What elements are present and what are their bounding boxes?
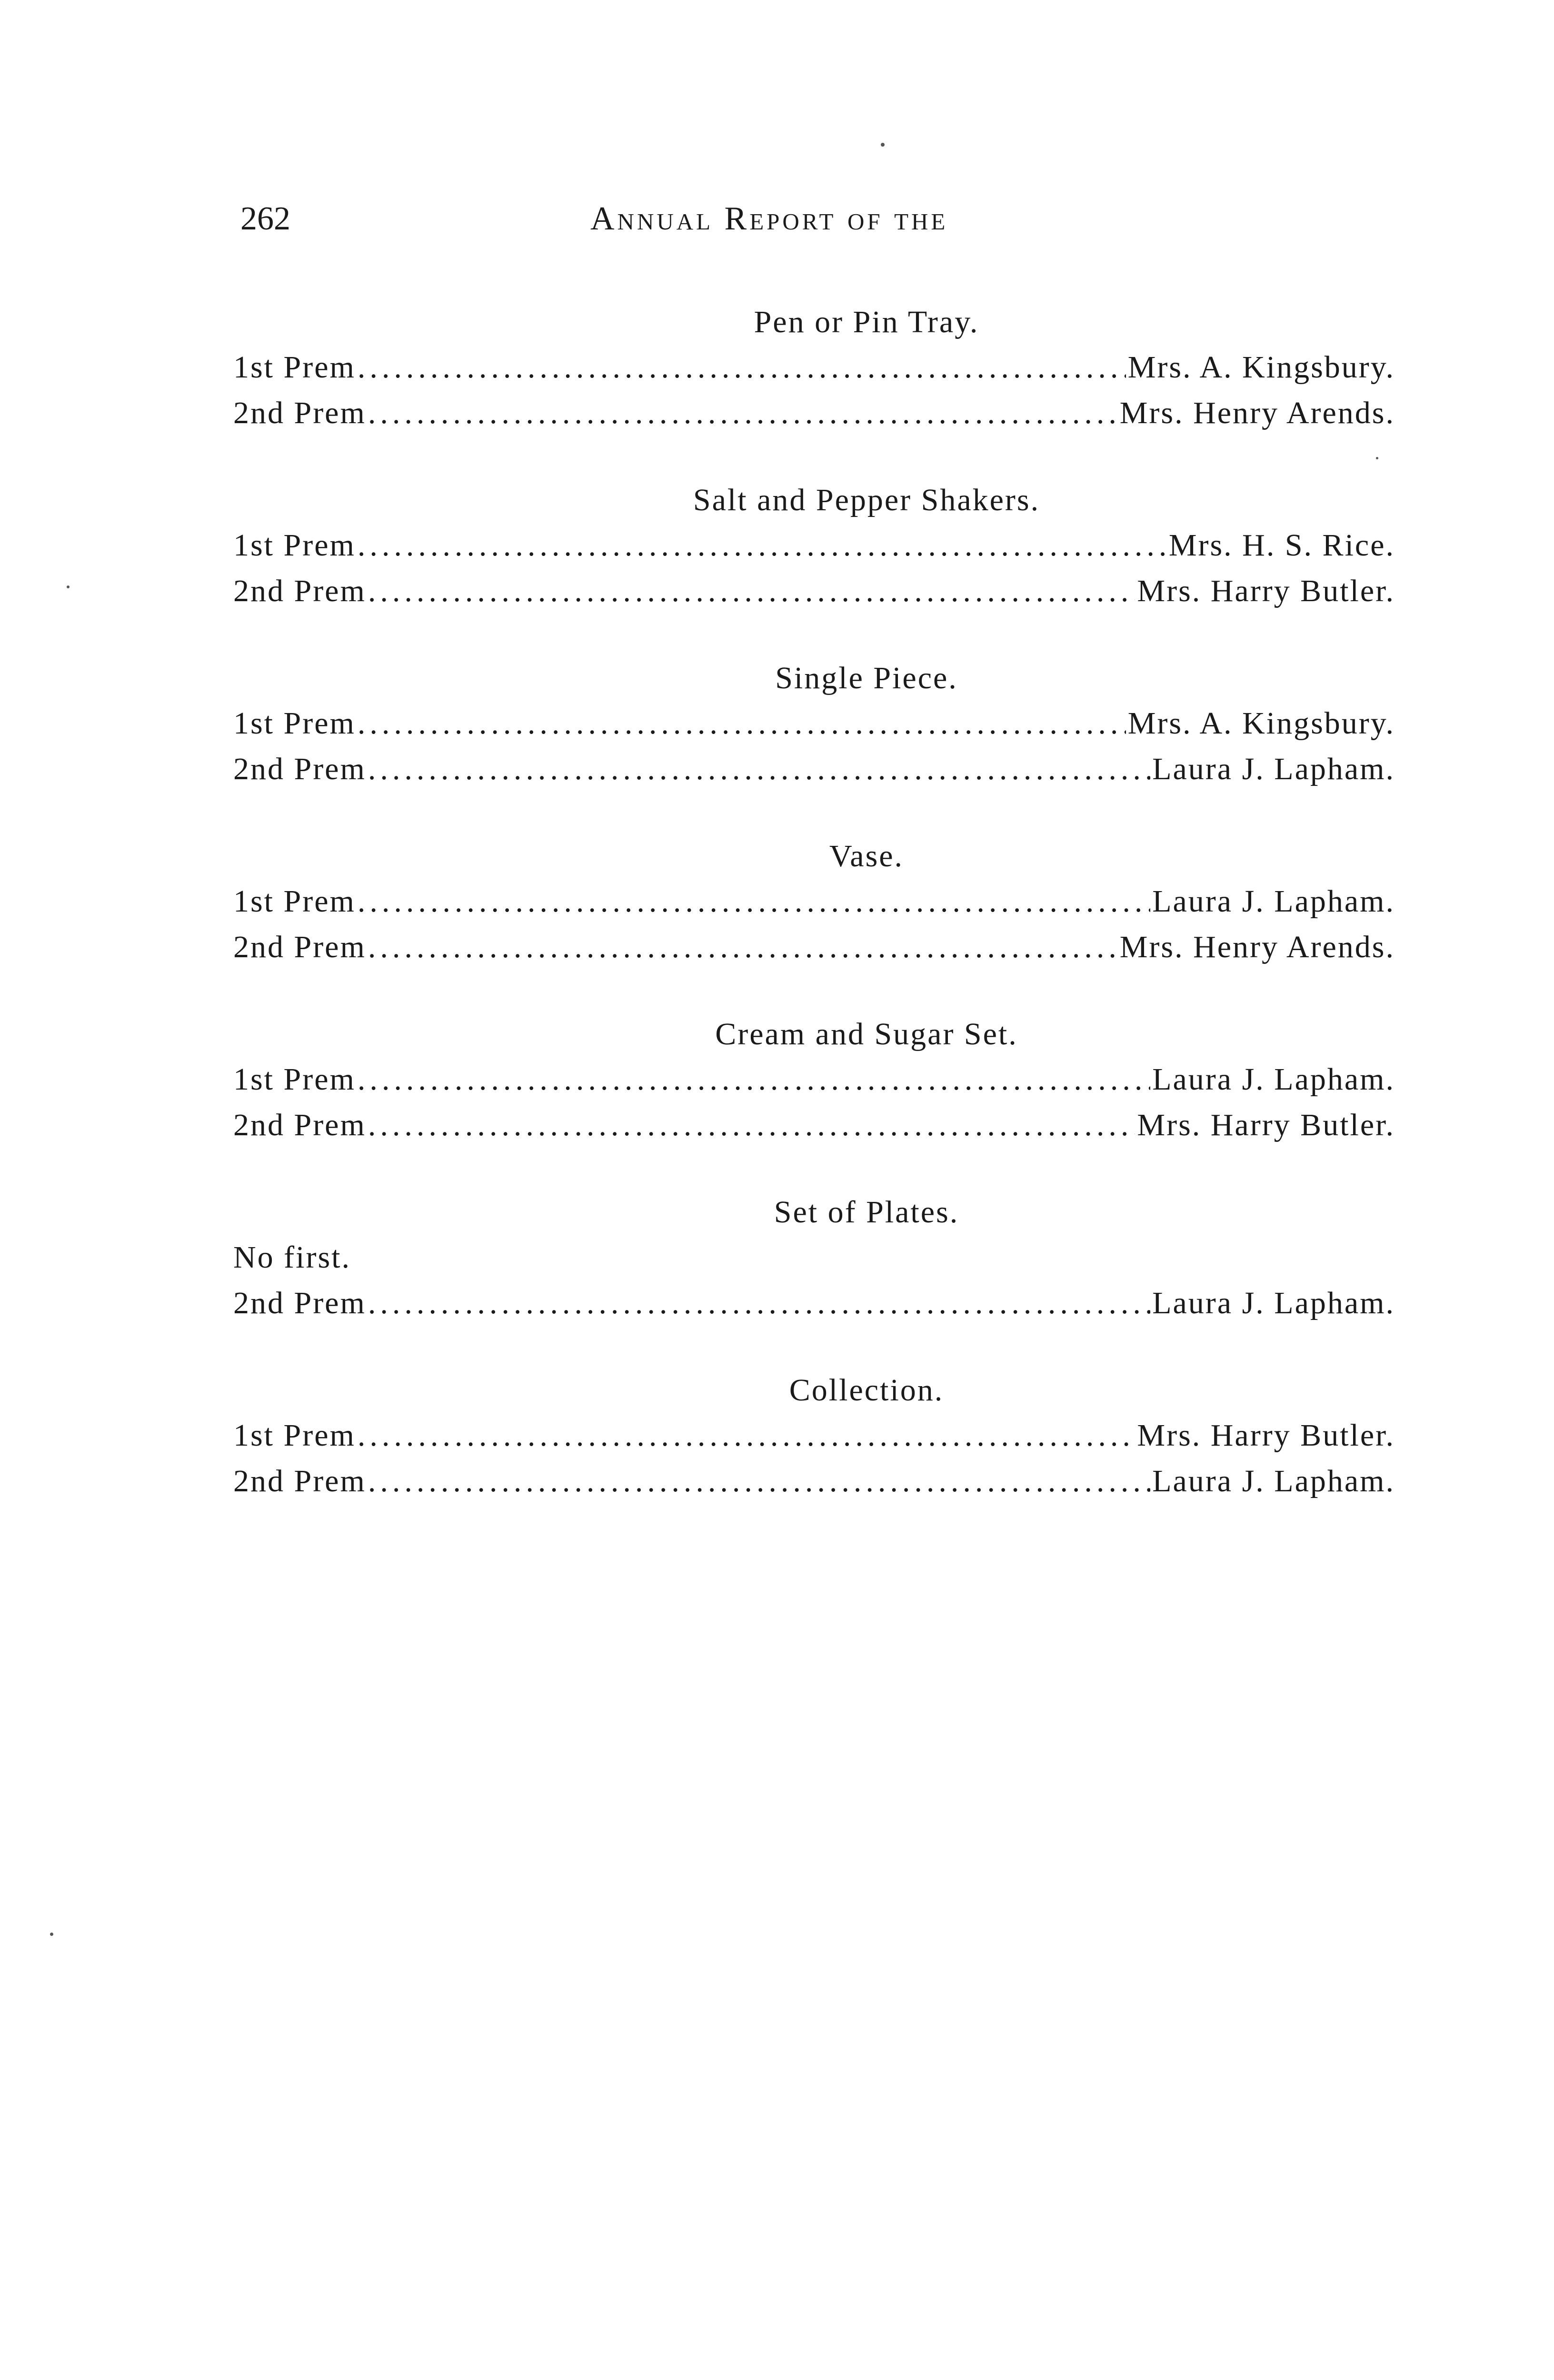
- premium-label: 1st Prem: [233, 706, 356, 741]
- scan-speck: [50, 1933, 53, 1936]
- page-header: [240, 200, 1402, 252]
- premium-label: 1st Prem: [233, 1062, 356, 1097]
- premium-label: 1st Prem: [233, 350, 356, 385]
- premium-label: 1st Prem: [233, 1418, 356, 1453]
- dot-leader: [368, 1458, 1150, 1504]
- dot-leader: [368, 568, 1136, 614]
- section-title: Set of Plates.: [774, 1195, 959, 1230]
- dot-leader: [358, 345, 1126, 390]
- winner-name: Laura J. Lapham.: [1152, 752, 1395, 786]
- premium-entry: [233, 879, 1395, 924]
- winner-name: Mrs. Henry Arends.: [1119, 930, 1395, 964]
- page-number: 262: [240, 200, 290, 237]
- dot-leader: [358, 1057, 1150, 1102]
- dot-leader: [358, 879, 1150, 924]
- winner-name: Laura J. Lapham.: [1152, 1464, 1395, 1498]
- premium-entry: [233, 701, 1395, 746]
- winner-name: Mrs. A. Kingsbury.: [1127, 350, 1395, 385]
- premium-label: 2nd Prem: [233, 752, 366, 786]
- dot-leader: [368, 1102, 1136, 1148]
- section-title: Vase.: [829, 839, 904, 873]
- winner-name: Mrs. Harry Butler.: [1137, 1418, 1395, 1453]
- premium-label: 2nd Prem: [233, 1286, 366, 1320]
- dot-leader: [358, 701, 1126, 746]
- section-title: Salt and Pepper Shakers.: [693, 483, 1040, 517]
- dot-leader: [358, 1413, 1136, 1458]
- scan-speck: [1376, 457, 1378, 459]
- premium-entry: [233, 924, 1395, 970]
- winner-name: Mrs. Henry Arends.: [1119, 396, 1395, 430]
- premium-entry: [233, 1280, 1395, 1326]
- dot-leader: [368, 390, 1118, 436]
- dot-leader: [368, 1280, 1150, 1326]
- section-single-piece: [233, 656, 1395, 792]
- premium-entry: [233, 568, 1395, 614]
- section-set-of-plates: [233, 1190, 1395, 1326]
- winner-name: Mrs. A. Kingsbury.: [1127, 706, 1395, 741]
- section-title: Pen or Pin Tray.: [754, 305, 979, 339]
- premium-entry: [233, 746, 1395, 792]
- premium-entry: [233, 345, 1395, 390]
- premium-label: No first.: [233, 1240, 351, 1275]
- dot-leader: [368, 924, 1118, 970]
- winner-name: Laura J. Lapham.: [1152, 884, 1395, 919]
- section-title: Cream and Sugar Set.: [715, 1017, 1018, 1051]
- section-collection: [233, 1368, 1395, 1504]
- section-pen-or-pin-tray: [233, 300, 1395, 436]
- winner-name: Mrs. Harry Butler.: [1137, 1108, 1395, 1142]
- premium-entry: [233, 1102, 1395, 1148]
- section-salt-and-pepper-shakers: [233, 478, 1395, 614]
- premium-label: 2nd Prem: [233, 396, 366, 430]
- section-cream-and-sugar-set: [233, 1012, 1395, 1148]
- premium-label: 2nd Prem: [233, 1464, 366, 1498]
- premium-entry: [233, 390, 1395, 436]
- premium-entry: [233, 1458, 1395, 1504]
- premium-label: 1st Prem: [233, 884, 356, 919]
- winner-name: Laura J. Lapham.: [1152, 1062, 1395, 1097]
- section-vase: [233, 834, 1395, 970]
- premium-entry: [233, 523, 1395, 568]
- premium-label: 2nd Prem: [233, 1108, 366, 1142]
- winner-name: Mrs. Harry Butler.: [1137, 574, 1395, 608]
- running-title: Annual Report of the: [590, 200, 948, 237]
- winner-name: Mrs. H. S. Rice.: [1168, 528, 1395, 563]
- section-title: Collection.: [789, 1373, 944, 1408]
- scan-speck: [67, 585, 70, 588]
- premium-list: [233, 300, 1395, 1546]
- premium-label: 2nd Prem: [233, 574, 366, 608]
- premium-entry: [233, 1235, 1395, 1280]
- dot-leader: [368, 746, 1150, 792]
- premium-entry: [233, 1057, 1395, 1102]
- winner-name: Laura J. Lapham.: [1152, 1286, 1395, 1320]
- premium-entry: [233, 1413, 1395, 1458]
- scan-speck: [881, 143, 885, 147]
- dot-leader: [358, 523, 1167, 568]
- premium-label: 1st Prem: [233, 528, 356, 563]
- section-title: Single Piece.: [775, 661, 958, 695]
- premium-label: 2nd Prem: [233, 930, 366, 964]
